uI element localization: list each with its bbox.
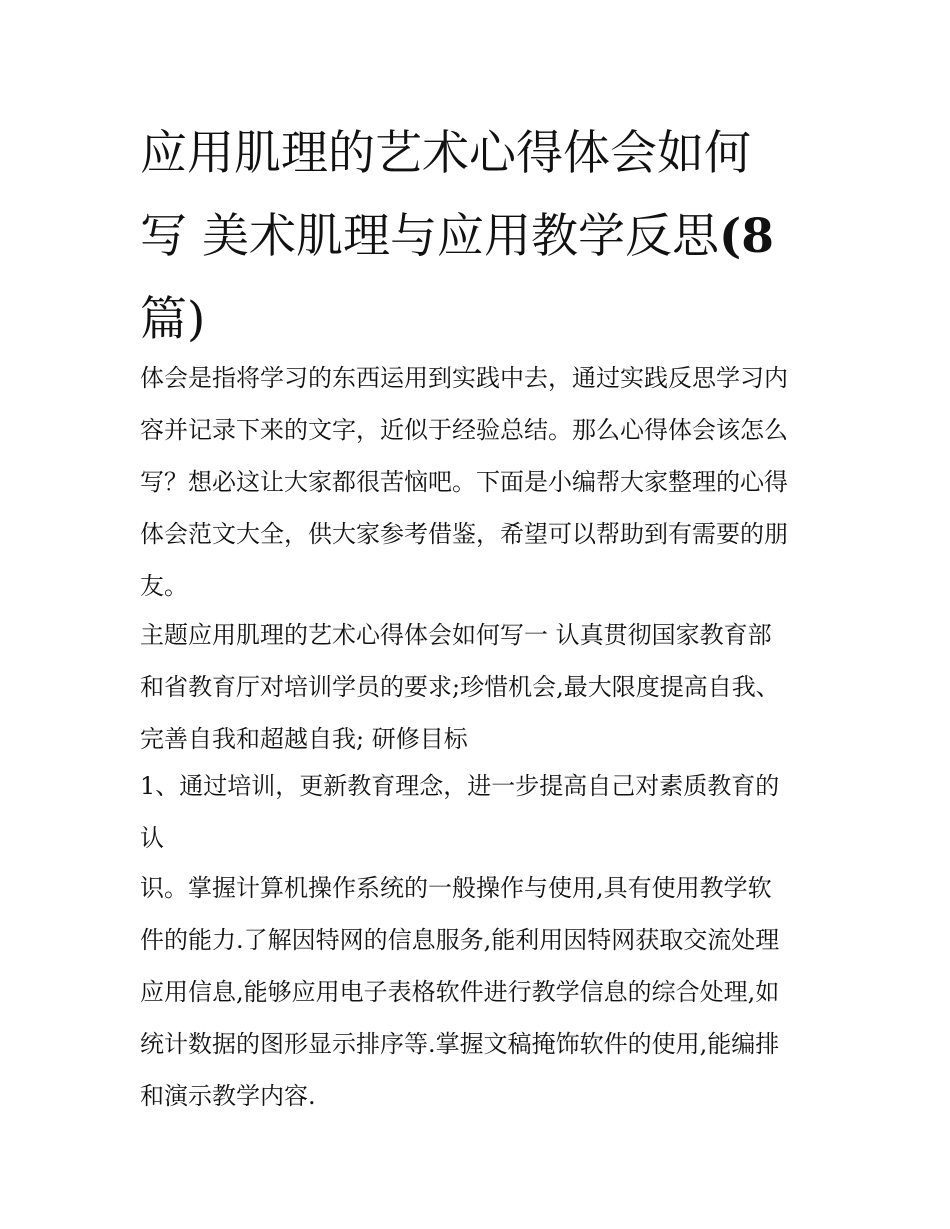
intro-paragraph (140, 352, 830, 612)
paragraph-line: 完善自我和超越自我; 研修目标 (140, 725, 468, 753)
page-title (140, 112, 830, 361)
paragraph-line: 件的能力.了解因特网的信息服务,能利用因特网获取交流处理 (140, 926, 780, 954)
item-1-continued-paragraph (140, 862, 830, 1122)
title-line-2 (140, 195, 830, 278)
paragraph-line: 应用信息,能够应用电子表格软件进行教学信息的综合处理,如 (140, 978, 780, 1006)
paragraph-line: 主题应用肌理的艺术心得体会如何写一 认真贯彻国家教育部 (140, 621, 772, 649)
paragraph-line: 和省教育厅对培训学员的要求;珍惜机会,最大限度提高自我、 (140, 673, 780, 701)
paragraph-line: 写？想必这让大家都很苦恼吧。下面是小编帮大家整理的心得 (140, 468, 788, 496)
paragraph-line: 友。 (140, 572, 188, 600)
paragraph-line: 识。掌握计算机操作系统的一般操作与使用,具有使用教学软 (140, 874, 772, 902)
title-line-2-text: 写 美术肌理与应用教学反思 (140, 209, 719, 264)
paragraph-line: 统计数据的图形显示排序等.掌握文稿掩饰软件的使用,能编排 (140, 1030, 780, 1058)
paragraph-line: 和演示教学内容. (140, 1082, 316, 1110)
title-line-1: 应用肌理的艺术心得体会如何 (140, 126, 751, 181)
paragraph-line: 1、通过培训，更新教育理念，进一步提高自己对素质教育的 (140, 772, 780, 800)
paragraph-line: 体会是指将学习的东西运用到实践中去，通过实践反思学习内 (140, 364, 788, 392)
item-1-paragraph (140, 760, 830, 864)
paragraph-line: 认 (140, 824, 164, 852)
theme-paragraph (140, 609, 830, 765)
title-line-3: 篇) (140, 292, 206, 347)
paragraph-line: 容并记录下来的文字，近似于经验总结。那么心得体会该怎么 (140, 416, 788, 444)
paragraph-line: 体会范文大全，供大家参考借鉴，希望可以帮助到有需要的朋 (140, 520, 788, 548)
title-count: (8 (718, 209, 774, 264)
